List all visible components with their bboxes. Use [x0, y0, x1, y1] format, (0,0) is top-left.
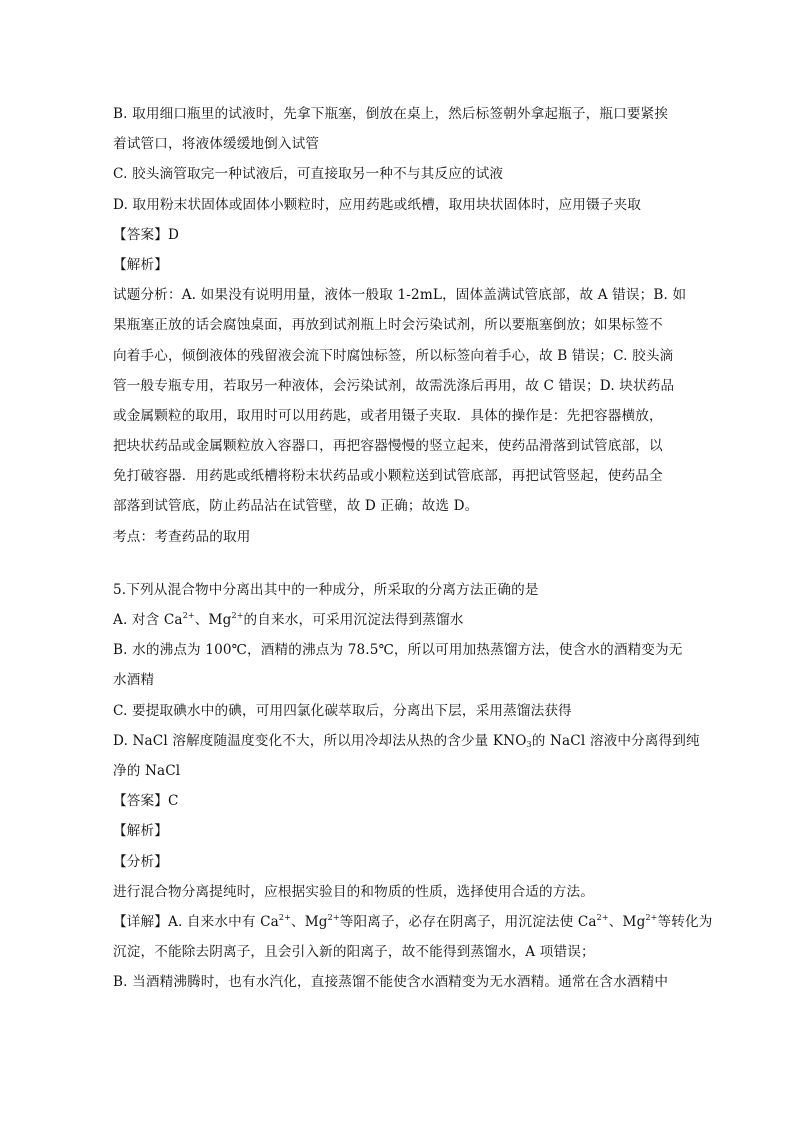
q4-analysis-line: 向着手心，倾倒液体的残留液会流下时腐蚀标签，所以标签向着手心，故 B 错误；C. 胶头滴 [113, 347, 674, 364]
q4-analysis-line: 或金属颗粒的取用，取用时可以用药匙，或者用镊子夹取．具体的操作是：先把容器横放， [113, 407, 663, 424]
q5-option-a: A. 对含 $Ca^{2+}$、$Mg^{2+}$的自来水，可采用沉淀法得到蒸馏水 [113, 611, 464, 628]
q4-analysis-line: 免打破容器．用药匙或纸槽将粉末状药品或小颗粒送到试管底部，再把试管竖起，使药品全 [113, 468, 663, 485]
q5-answer: 【答案】C [113, 793, 179, 810]
q4-analysis-line: 果瓶塞正放的话会腐蚀桌面，再放到试剂瓶上时会污染试剂，所以要瓶塞倒放；如果标签不 [113, 317, 663, 334]
q4-analysis-line: 试题分析：A. 如果没有说明用量，液体一般取 1-2mL，固体盖满试管底部，故 A 错误；B. 如 [113, 287, 687, 304]
q4-option-d: D. 取用粉末状固体或固体小颗粒时，应用药匙或纸槽，取用块状固体时，应用镊子夹取 [113, 196, 642, 213]
q5-option-d-line2: 净的 NaCl [113, 762, 181, 779]
q5-option-b-line1: B. 水的沸点为 100℃，酒精的沸点为 78.5℃，所以可用加热蒸馏方法，使含水的酒精变为无 [113, 642, 683, 659]
q5-option-d-line1: D. NaCl 溶解度随温度变化不大，所以用冷却法从热的含少量 $KNO_3$的 NaCl 溶液中分离得到纯 [113, 732, 700, 749]
q4-answer: 【答案】D [113, 226, 180, 243]
q5-detail-line3: B. 当酒精沸腾时，也有水汽化，直接蒸馏不能使含水酒精变为无水酒精。通常在含水酒精中 [113, 974, 669, 991]
q5-detail-line1: 【详解】A. 自来水中有 $Ca^{2+}$、$Mg^{2+}$等阳离子，必存在阴离子，用沉淀法使 $Ca^{2+}$、$Mg^{2+}$等转化为 [113, 912, 713, 930]
q4-option-b-line2: 着试管口，将液体缓缓地倒入试管 [113, 136, 320, 153]
document-page [113, 99, 713, 997]
q5-detail-line2: 沉淀，不能除去阴离子，且会引入新的阳离子，故不能得到蒸馏水，A 项错误； [113, 944, 595, 961]
q4-option-c: C. 胶头滴管取完一种试液后，可直接取另一种不与其反应的试液 [113, 166, 504, 183]
q4-analysis-line: 把块状药品或金属颗粒放入容器口，再把容器慢慢的竖立起来，使药品滑落到试管底部，以 [113, 438, 663, 455]
q4-analysis-line: 部落到试管底，防止药品沾在试管壁，故 D 正确；故选 D。 [113, 498, 479, 515]
q4-key-point: 考点：考查药品的取用 [113, 528, 251, 545]
q4-analysis-heading: 【解析】 [113, 256, 168, 273]
q4-analysis-line: 管一般专瓶专用，若取另一种液体，会污染试剂，故需洗涤后再用，故 C 错误；D. 块状药品 [113, 377, 675, 394]
q5-analysis-heading: 【解析】 [113, 823, 168, 840]
q5-stem: 5.下列从混合物中分离出其中的一种成分，所采取的分离方法正确的是 [113, 581, 539, 598]
q5-analysis-text: 进行混合物分离提纯时，应根据实验目的和物质的性质，选择使用合适的方法。 [113, 883, 595, 900]
q4-option-b-line1: B. 取用细口瓶里的试液时，先拿下瓶塞，倒放在桌上，然后标签朝外拿起瓶子，瓶口要紧挨 [113, 106, 669, 122]
q5-analysis-subheading: 【分析】 [113, 853, 168, 870]
q5-option-b-line2: 水酒精 [113, 672, 155, 689]
q5-option-c: C. 要提取碘水中的碘，可用四氯化碳萃取后，分离出下层，采用蒸馏法获得 [113, 702, 572, 719]
